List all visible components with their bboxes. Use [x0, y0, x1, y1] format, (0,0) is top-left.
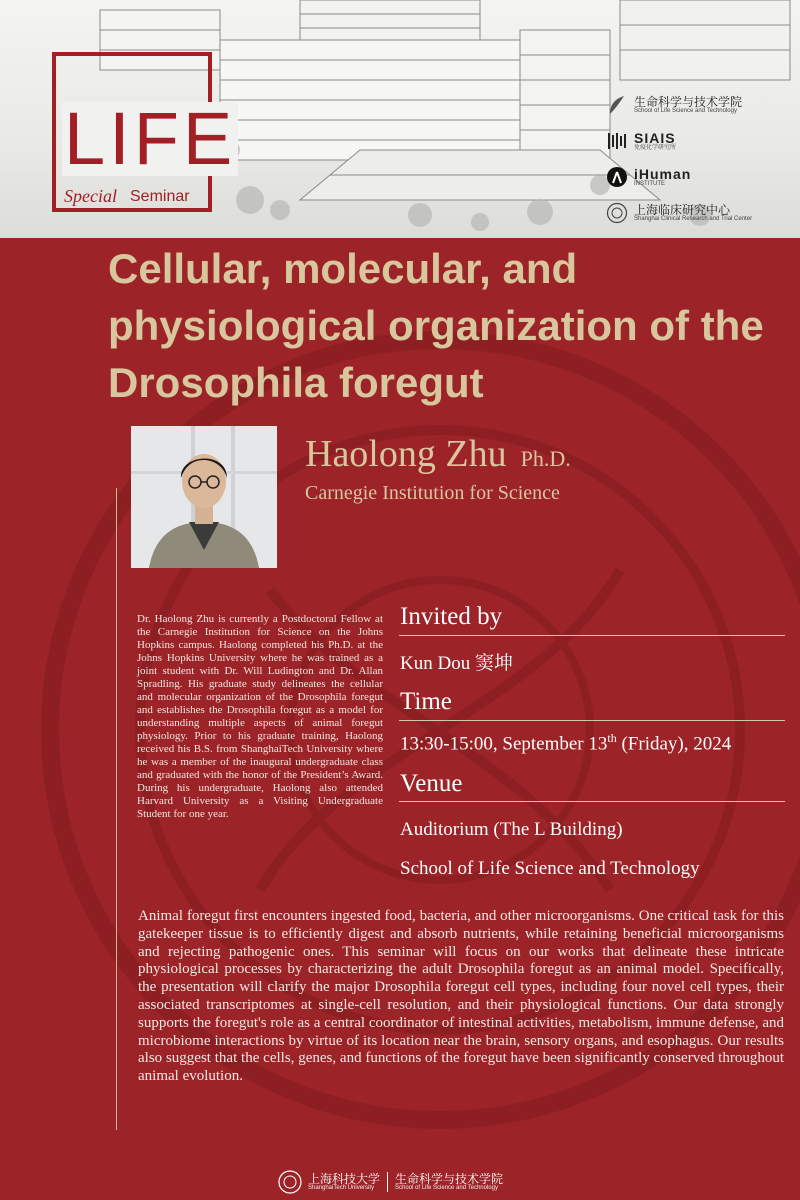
left-divider-line	[116, 488, 117, 1130]
logo-siais	[606, 126, 796, 156]
ihuman-logo-main: iHuman	[634, 165, 692, 182]
logo-slst	[606, 90, 796, 120]
slst-logo-main: 生命科学与技术学院	[634, 94, 743, 109]
speaker-degree: Ph.D.	[520, 446, 571, 471]
footer-university	[308, 1173, 380, 1192]
venue-line-1: Auditorium (The L Building)	[400, 819, 623, 840]
speaker-photo	[131, 426, 277, 568]
clinical-logo-sub: Shanghai Clinical Research and Trial Center	[634, 216, 753, 223]
footer-school-cn: 生命科学与技术学院	[395, 1171, 504, 1186]
header-banner	[0, 0, 800, 238]
time-value	[400, 731, 731, 755]
ihuman-logo-text	[634, 167, 691, 188]
clinical-center-logo-icon	[606, 202, 628, 224]
siais-logo-text	[634, 131, 676, 152]
footer-logos	[278, 1168, 503, 1196]
time-label: Time	[400, 688, 452, 715]
speaker-name-text: Haolong Zhu	[305, 433, 507, 475]
seminar-abstract: Animal foregut first encounters ingested food, bacteria, and other microorganisms. One critical task for this gatekeeper tissue is to efficiently digest and absorb nutrients, while retaining beneficial microorganisms and rejecting pathogenic ones. This seminar will focus on our works that delineate these intricate physiological processes by characterizing the adult Drosophila foregut as an animal model. Specifically, the presentation will clarify the major Drosophila foregut cell types, including four novel cell types, their associated transcriptomes at single-cell resolution, and their physiological functions. Our data strongly supports the foregut's role as a central coordinator of intestinal activities, metabolism, immune defense, and microbiome interactions by virtue of its location near the brain, sensory organs, and esophagus. Our results also suggest that the cells, genes, and functions of the foregut have been significantly conserved throughout animal evolution.	[138, 908, 784, 1085]
clinical-logo-main: 上海临床研究中心	[634, 202, 731, 217]
shanghaitech-seal-icon	[278, 1170, 302, 1194]
seminar-label: Seminar	[130, 188, 190, 205]
special-label: Special	[64, 186, 117, 206]
footer-school-en: School of Life Science and Technology	[395, 1185, 498, 1192]
partner-logos	[606, 90, 796, 234]
speaker-affiliation: Carnegie Institution for Science	[305, 482, 560, 504]
speaker-portrait-image	[131, 426, 277, 568]
siais-logo-icon	[606, 130, 628, 152]
siais-logo-sub: 免疫化学研究所	[634, 145, 677, 152]
venue-label: Venue	[400, 770, 463, 797]
invited-label: Invited by	[400, 603, 503, 630]
time-value-main: 13:30-15:00, September 13	[400, 733, 608, 755]
slst-logo-icon	[606, 94, 628, 116]
invited-value: Kun Dou 窦坤	[400, 653, 513, 674]
time-value-ordinal: th	[607, 731, 617, 745]
invited-divider	[399, 635, 785, 636]
venue-line-2: School of Life Science and Technology	[400, 858, 700, 879]
ihuman-logo-icon	[606, 166, 628, 188]
life-logo-text: LIFE	[64, 97, 237, 180]
slst-logo-text	[634, 96, 742, 115]
footer-university-en: ShanghaiTech University	[308, 1185, 375, 1192]
footer-school	[395, 1173, 503, 1192]
footer-separator	[387, 1172, 388, 1192]
footer-university-cn: 上海科技大学	[308, 1171, 381, 1186]
time-divider	[399, 720, 785, 721]
siais-logo-main: SIAIS	[634, 129, 676, 146]
venue-divider	[399, 801, 785, 802]
speaker-name	[305, 432, 571, 476]
logo-ihuman	[606, 162, 796, 192]
ihuman-logo-sub: INSTITUTE	[634, 181, 665, 188]
speaker-bio: Dr. Haolong Zhu is currently a Postdoctoral Fellow at the Carnegie Institution for Science on the Johns Hopkins campus. Haolong completed his Ph.D. at the Johns Hopkins University where he was trained as a joint student with Dr. Will Ludington and Dr. Allan Spradling. His graduate study delineates the cellular and molecular organization of the Drosophila foregut and establishes the Drosophila foregut as a model for understanding multiple aspects of animal foregut physiology. Prior to his graduate training, Haolong received his B.S. from ShanghaiTech University where he was a member of the inaugural undergraduate class and graduated with the honor of the President’s Award. During his undergraduate, Haolong also attended Harvard University as a Visiting Undergraduate Student for one year.	[137, 613, 383, 820]
seminar-title: Cellular, molecular, and physiological organization of the Drosophila foregut	[108, 245, 764, 406]
slst-logo-sub: School of Life Science and Technology	[634, 108, 737, 115]
clinical-logo-text	[634, 204, 752, 223]
time-value-rest: (Friday), 2024	[616, 733, 732, 755]
logo-clinical	[606, 198, 796, 228]
